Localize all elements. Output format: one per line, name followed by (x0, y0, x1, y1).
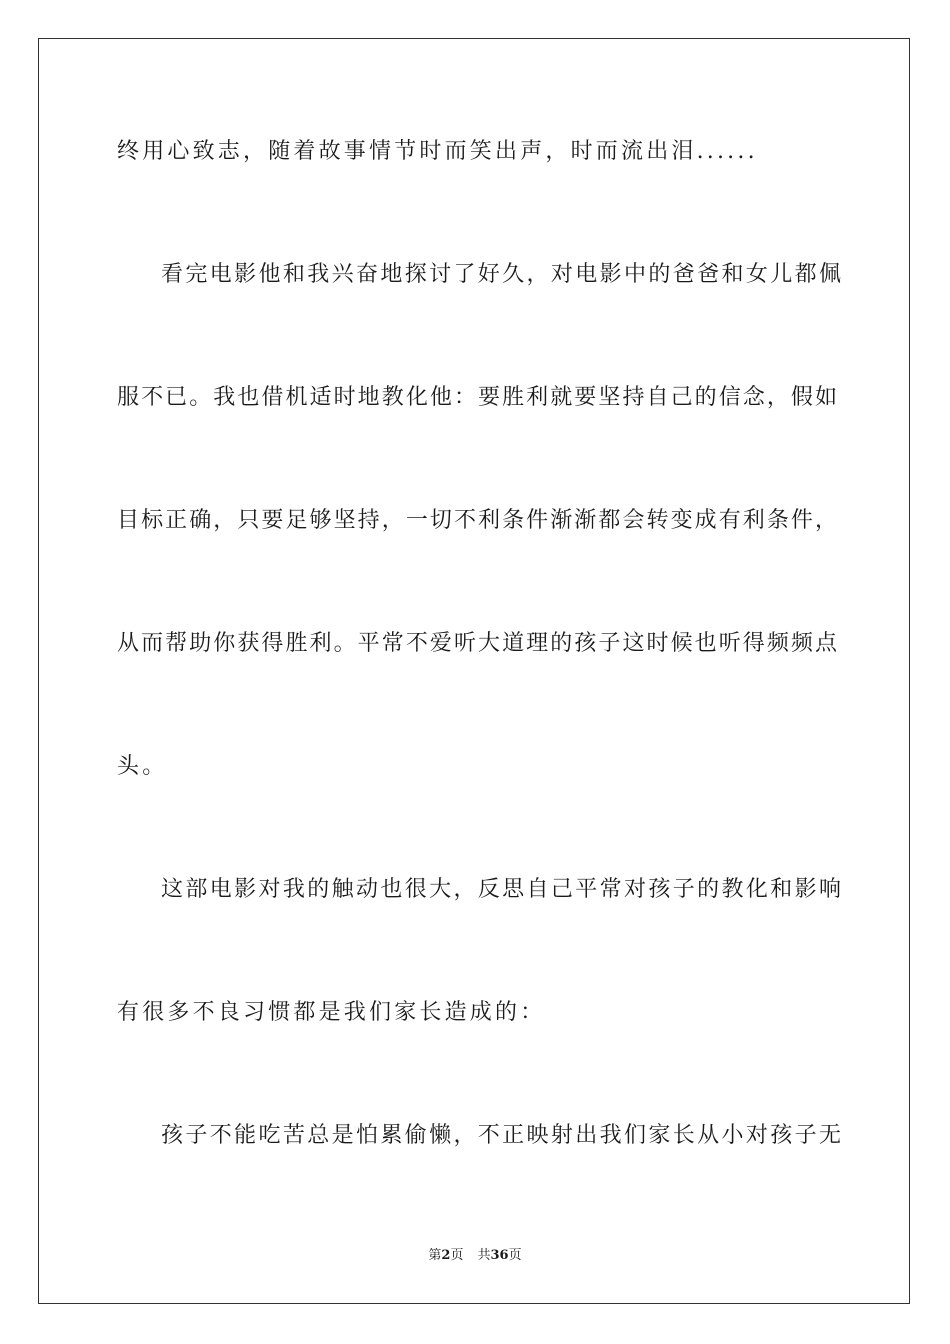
paragraph-3-line-2: 有很多不良习惯都是我们家长造成的： (117, 1000, 546, 1025)
footer-page-suffix: 页 (450, 1248, 464, 1263)
page-footer (0, 1247, 950, 1265)
paragraph-2-line-4: 从而帮助你获得胜利。平常不爱听大道理的孩子这时候也听得频频点 (117, 631, 837, 656)
footer-page-number: 2 (441, 1248, 451, 1263)
footer-page-prefix: 第 (428, 1248, 442, 1263)
footer-total-prefix: 共 (477, 1248, 491, 1263)
body-line-1: 终用心致志，随着故事情节时而笑出声，时而流出泪...... (117, 139, 758, 164)
paragraph-3-line-1: 这部电影对我的触动也很大，反思自己平常对孩子的教化和影响 (161, 877, 841, 902)
footer-total-pages: 36 (490, 1248, 509, 1263)
paragraph-2-line-2: 服不已。我也借机适时地教化他：要胜利就要坚持自己的信念，假如 (117, 385, 837, 410)
footer-total-suffix: 页 (508, 1248, 522, 1263)
paragraph-2-line-5: 头。 (117, 754, 168, 779)
page-border (38, 38, 910, 1304)
paragraph-2-line-3: 目标正确，只要足够坚持，一切不利条件渐渐都会转变成有利条件， (117, 508, 837, 533)
paragraph-4-line-1: 孩子不能吃苦总是怕累偷懒，不正映射出我们家长从小对孩子无 (161, 1123, 841, 1148)
paragraph-2-line-1: 看完电影他和我兴奋地探讨了好久，对电影中的爸爸和女儿都佩 (161, 262, 841, 287)
